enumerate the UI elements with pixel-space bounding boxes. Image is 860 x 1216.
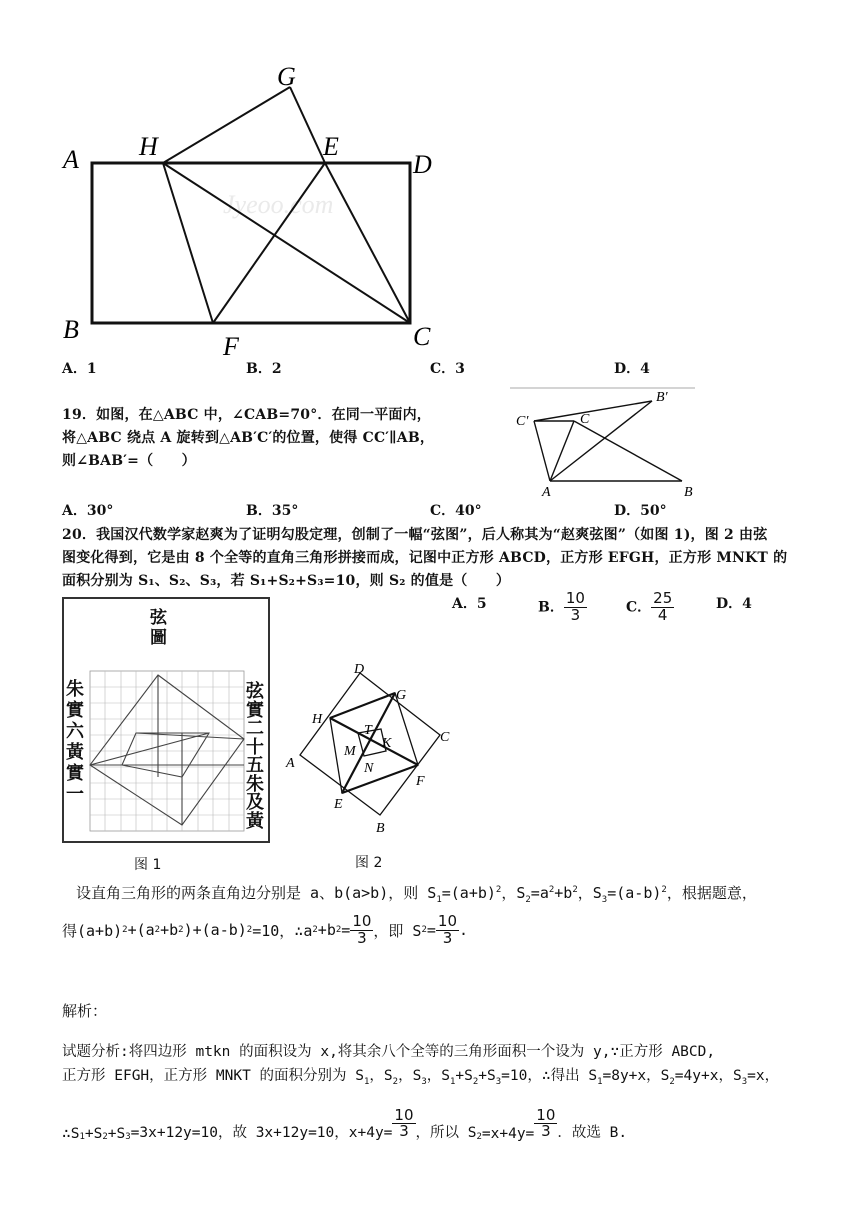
solution-frac-den: 3 [357,928,367,947]
q19-option-b: B．35° [246,503,299,519]
label-G: G [277,62,296,91]
q20-option-b [538,591,587,624]
fig2-label-A: A [286,756,295,771]
q20-option-c-den: 4 [657,605,668,624]
q19-option-d: D．50° [614,503,667,519]
solution-line1: 设直角三角形的两条直角边分别是 a、b(a>b)，则 $S_1=(a+b)^2$，$S_2=a^2+b^2$，$S_3=(a-b)^2$，根据题意， [76,884,757,905]
q18-option-a: A．1 [62,361,97,377]
solution-line2: 得(a+b) 2 +(a 2 +b 2 )+(a-b) 2 =10，∴a 2 +b 2 = $\frac{10}{3}$ ，即 S 2 = $\frac{10}{3}$ . [62,911,469,947]
q19-label-C1: C′ [516,414,529,429]
analysis-title: 解析： [62,1002,108,1020]
watermark: Jyeoo.com [223,190,334,219]
fig1-caption: 图 1 [134,857,162,873]
q19-label-B: B [684,485,693,500]
q19-line2: 将△ABC 绕点 A 旋转到△AB′C′的位置，使得 CC′∥AB， [62,430,435,446]
q20-option-b-den: 3 [570,605,581,624]
analysis-line1: 试题分析:将四边形 mtkn 的面积设为 x,将其余八个全等的三角形面积一个设为 y,∵正方形 ABCD, [62,1044,716,1060]
fig1-title-top: 弦 [150,608,167,628]
label-F: F [223,332,239,360]
fig2-label-E: E [334,797,343,812]
q20-line2: 图变化得到，它是由 8 个全等的直角三角形拼接而成，记图中正方形 ABCD，正方形 EFGH，正方形 MNKT 的 [62,550,788,566]
q20-line3: 面积分别为 S₁、S₂、S₃，若 S₁+S₂+S₃=10，则 S₂ 的值是（ ） [62,573,511,589]
q20-option-b-num: 10 [565,589,585,607]
fig2-label-G: G [396,688,407,703]
q20-option-b-prefix: B． [538,599,564,616]
fig2-label-C: C [440,730,450,745]
q18-option-c: C．3 [430,361,465,377]
fig2-label-D: D [354,662,365,677]
fig2-label-T: T [364,723,372,738]
q19-figure [510,385,700,500]
analysis-line3: ∴S $_1$ +S $_2$ +S $_3$ =3x+12y=10，故 3x+12y=10，x+4y= $\frac{10}{3}$ ，所以 S $_2$ =x+4y= $\frac{10}{3}$ ．故选 B. [62,1105,628,1142]
label-C: C [413,322,431,351]
q19-line1: 19．如图，在△ABC 中，∠CAB=70°．在同一平面内， [62,407,432,423]
q19-option-c: C．40° [430,503,482,519]
label-D: D [413,150,432,179]
q19-line3: 则∠BAB′=（ ） [62,453,196,469]
q20-option-a: A．5 [452,596,487,612]
q20-option-c [626,591,674,624]
fig2-label-M: M [344,744,356,759]
fig2-label-K: K [382,736,392,751]
fig2 [280,655,470,845]
label-A: A [63,145,79,174]
label-B: B [63,315,79,344]
q20-option-c-prefix: C． [626,599,652,616]
fig1-right-text: 弦實二十五朱及黃 [246,681,264,832]
fig2-label-B: B [376,821,385,836]
q18-option-b: B．2 [246,361,282,377]
analysis-frac-num: 10 [394,1105,414,1124]
analysis-line2: 正方形 EFGH，正方形 MNKT 的面积分别为 $S_1$，$S_2$，$S_3$，$S_1+S_2+S_3=10$，∴得出 $S_1=8y+x$，$S_2=4y+x$，$S_3=x$， [62,1068,780,1087]
q19-option-a: A．30° [62,503,114,519]
q19-label-A: A [542,485,551,500]
label-E: E [323,132,339,161]
q20-option-d: D．4 [716,596,752,612]
q19-label-B1: B′ [656,390,668,405]
label-H: H [139,132,158,161]
q18-option-d: D．4 [614,361,650,377]
fig2-label-F: F [416,774,425,789]
solution-frac-num: 10 [352,911,372,930]
q20-option-c-num: 25 [653,589,673,607]
fig2-label-N: N [364,761,374,776]
fig2-caption: 图 2 [355,855,383,871]
fig2-label-H: H [312,712,323,727]
q20-line1: 20．我国汉代数学家赵爽为了证明勾股定理，创制了一幅“弦图”，后人称其为“赵爽弦图”（如图 1)，图 2 由弦 [62,527,768,543]
fig1 [62,597,270,843]
fig1-title-bottom: 圖 [150,628,167,648]
q19-label-C: C [580,412,590,427]
fig1-left-text: 朱實六黃實一 [66,679,84,805]
q18-figure [55,55,475,360]
analysis-frac-den: 3 [399,1122,409,1141]
